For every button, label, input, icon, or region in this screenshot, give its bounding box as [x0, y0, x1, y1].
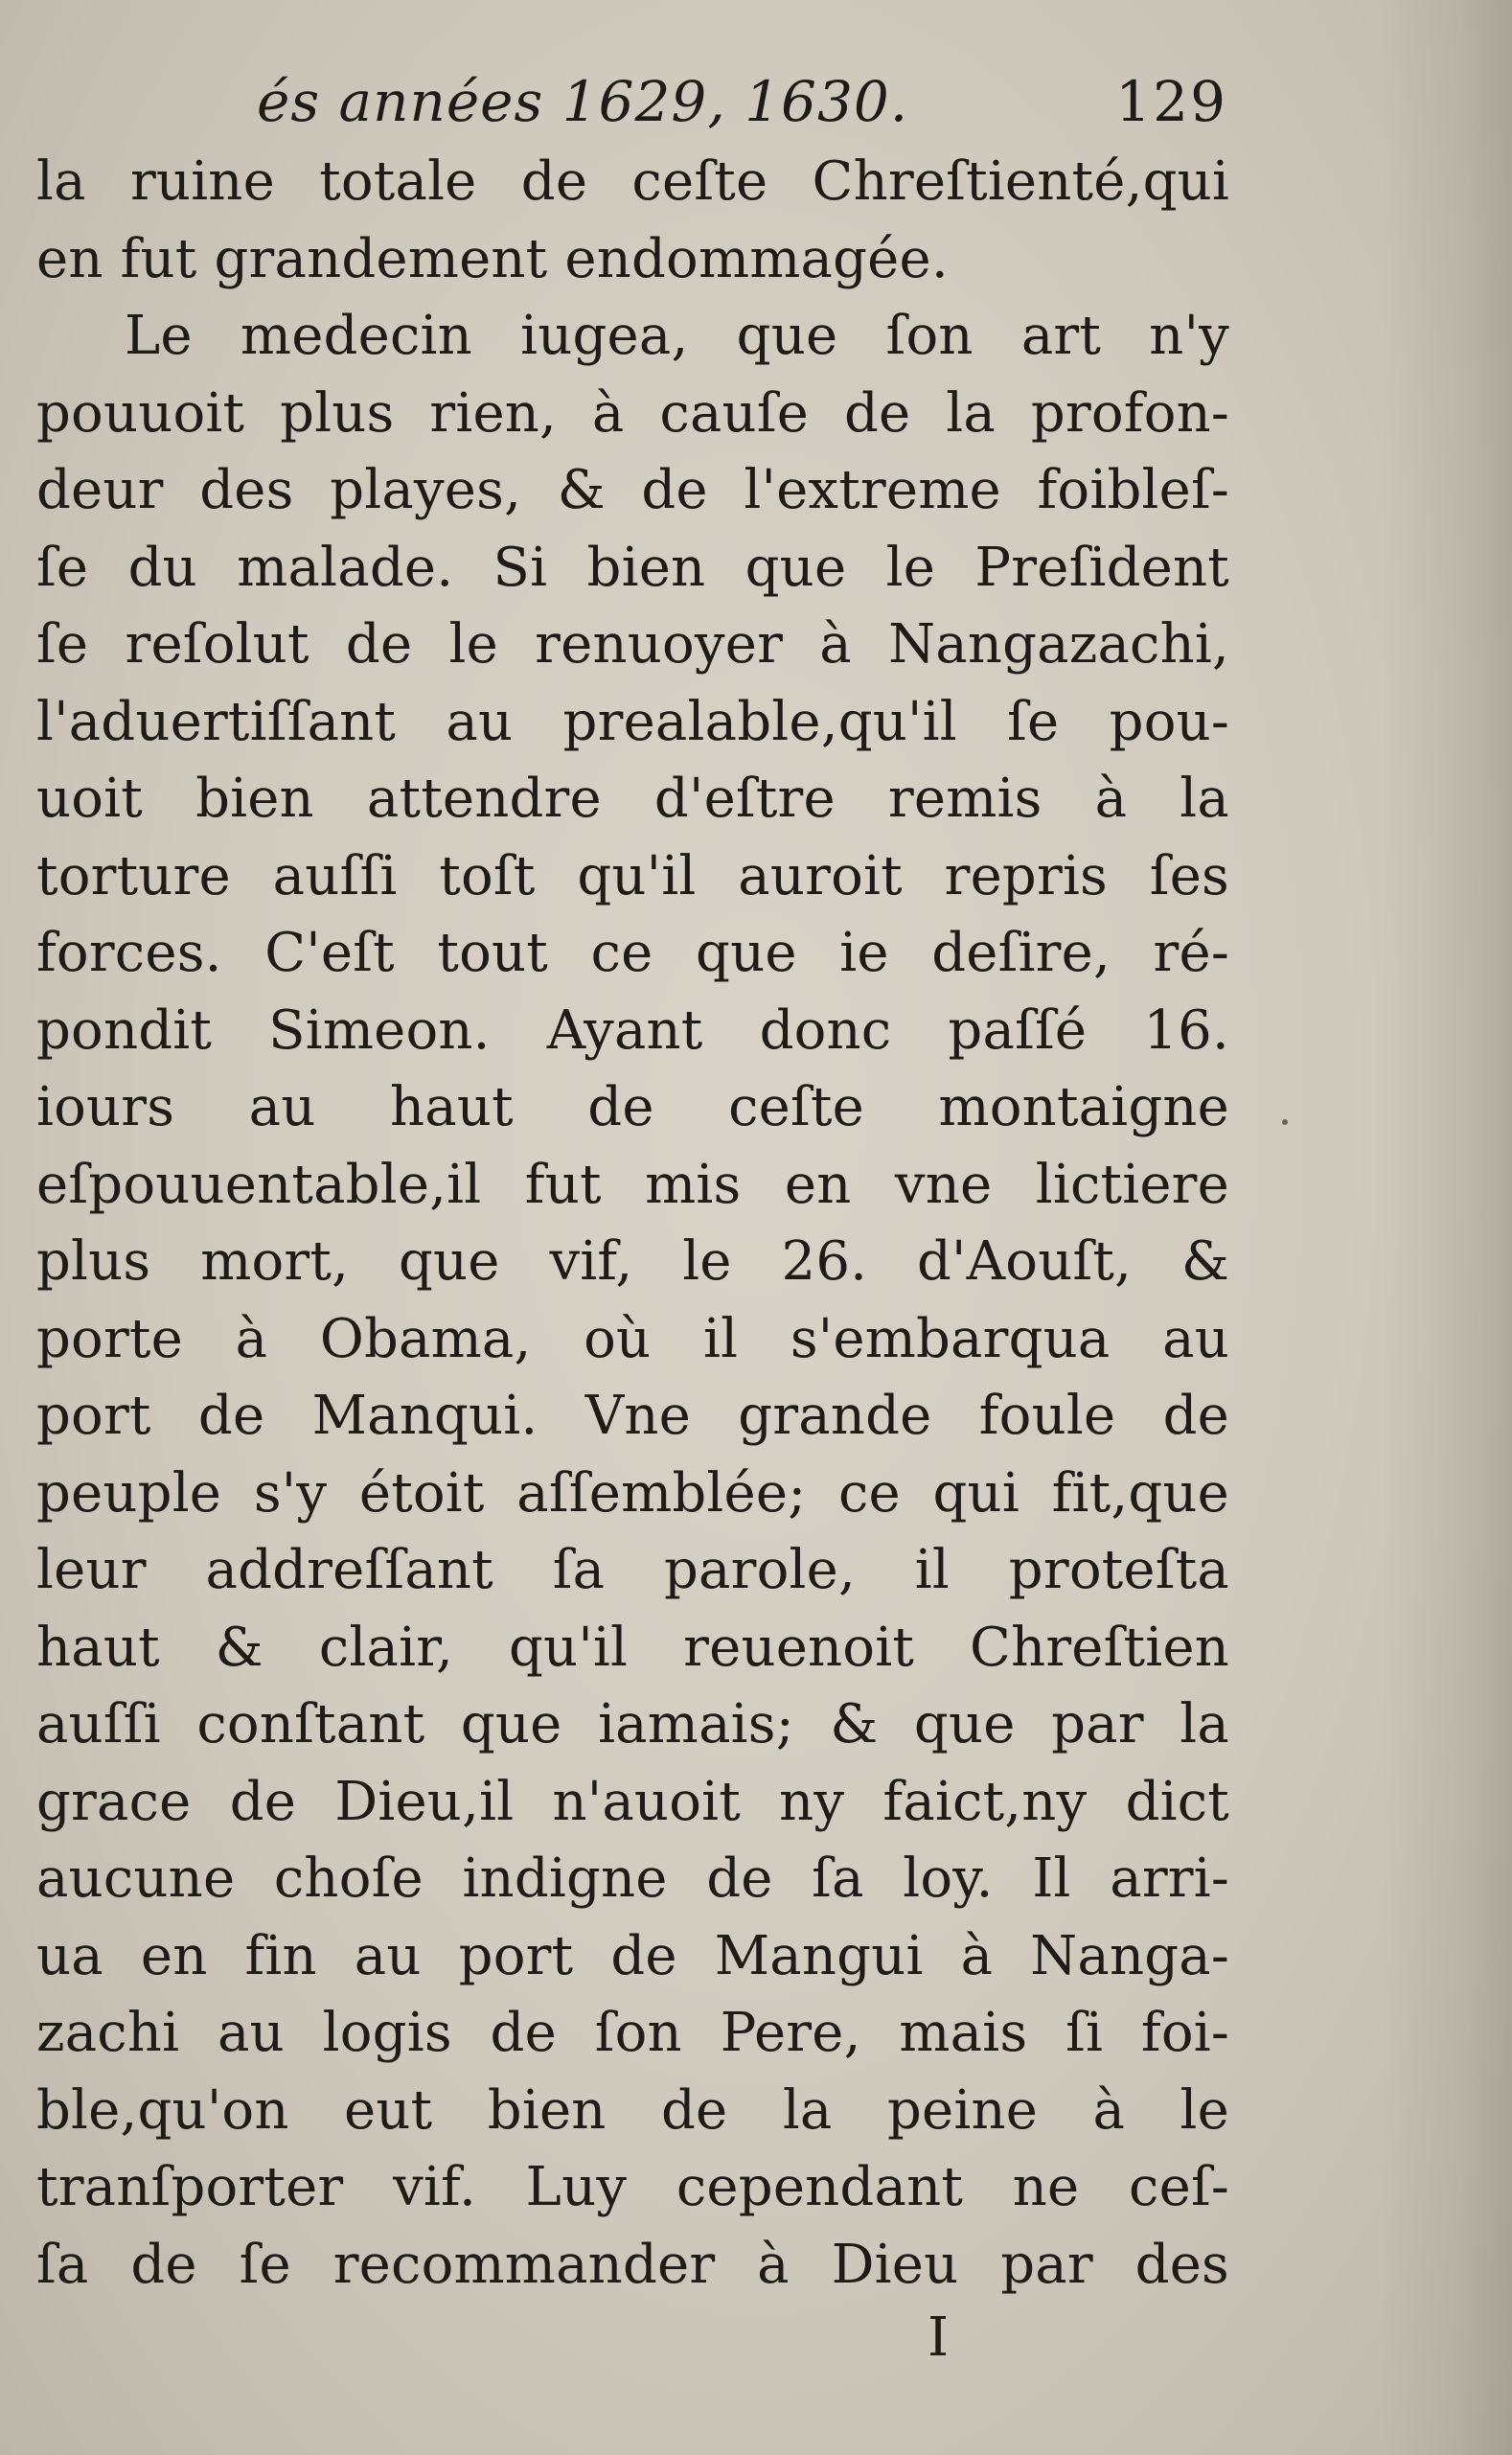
text-line: haut & clair, qu'il reuenoit Chreſtien [36, 1616, 1229, 1679]
text-line: peuple s'y étoit aſſemblée; ce qui fit,que [36, 1461, 1229, 1525]
text-line: leur addreſſant ſa parole, il proteſta [36, 1539, 1229, 1601]
text-line: aucune choſe indigne de ſa loy. Il arri- [36, 1847, 1229, 1910]
text-line: plus mort, que vif, le 26. d'Aouſt, & [36, 1230, 1229, 1293]
text-line: en fut grandement endommagée. [36, 227, 949, 290]
text-line: Le medecin iugea, que ſon art n'y [125, 305, 1229, 367]
body-text [36, 144, 1229, 2304]
signature-row [36, 2300, 1229, 2376]
running-title: és années 1629, 1630. [257, 69, 909, 134]
text-line: ſa de ſe recommander à Dieu par des [36, 2233, 1229, 2296]
text-line: eſpouuentable,il fut mis en vne lictiere [36, 1153, 1229, 1216]
text-line: l'aduertiſſant au prealable,qu'il ſe pou- [36, 690, 1229, 753]
text-line: deur des playes, & de l'extreme foibleſ- [36, 459, 1229, 521]
text-block [36, 59, 1229, 2304]
text-line: zachi au logis de ſon Pere, mais ſi foi- [36, 2002, 1229, 2064]
text-line: torture auſſi toſt qu'il auroit repris ſes [36, 844, 1229, 907]
text-line: ble,qu'on eut bien de la peine à le [36, 2078, 1229, 2142]
text-line: forces. C'eſt tout ce que ie deſire, ré- [36, 922, 1229, 984]
text-line: uoit bien attendre d'eſtre remis à la [36, 768, 1229, 830]
page-edge-shadow [1380, 0, 1512, 2455]
text-line: iours au haut de ceſte montaigne [36, 1076, 1229, 1138]
running-head [36, 59, 1229, 144]
text-line: ſe reſolut de le renuoyer à Nangazachi, [36, 613, 1229, 676]
page-number: 129 [1115, 69, 1227, 134]
text-line: tranſporter vif. Luy cependant ne ceſ- [36, 2156, 1229, 2218]
text-line: la ruine totale de ceſte Chreſtienté,qui [36, 150, 1229, 213]
text-line: grace de Dieu,il n'auoit ny faict,ny dict [36, 1770, 1229, 1833]
text-line: pondit Simeon. Ayant donc paſſé 16. [36, 998, 1229, 1062]
text-line: pouuoit plus rien, à cauſe de la profon- [36, 381, 1229, 445]
ink-speck [1282, 1119, 1288, 1125]
text-line: porte à Obama, où il s'embarqua au [36, 1307, 1229, 1370]
text-line: port de Manqui. Vne grande foule de [36, 1385, 1229, 1447]
text-line: ſe du malade. Si bien que le Preſident [36, 536, 1229, 599]
signature-mark: I [928, 2306, 950, 2369]
text-line: ua en fin au port de Mangui à Nanga- [36, 1924, 1229, 1987]
text-line: auſſi conſtant que iamais; & que par la [36, 1693, 1229, 1755]
